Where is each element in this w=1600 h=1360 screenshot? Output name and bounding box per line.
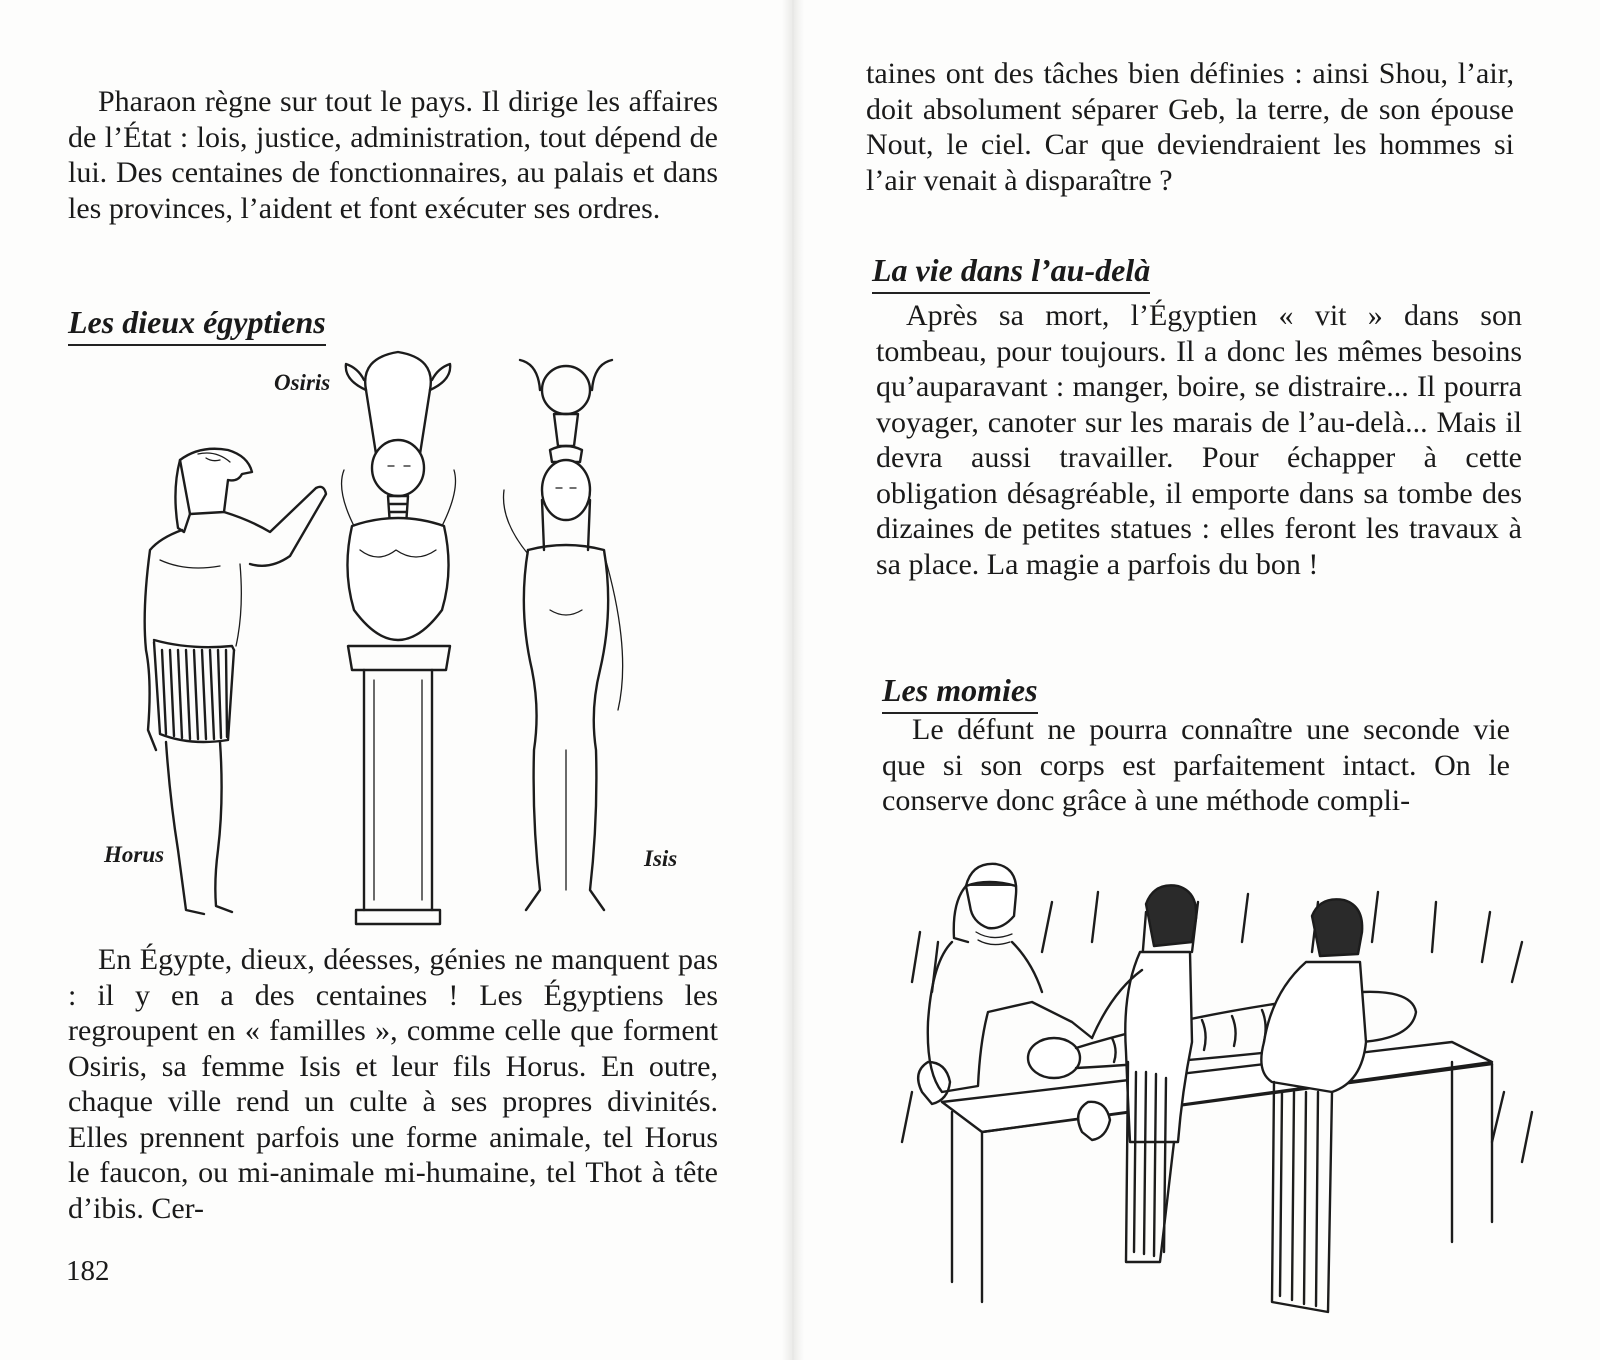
heading-afterlife: La vie dans l’au-delà [872, 250, 1150, 294]
left-page [0, 0, 790, 1360]
horus-figure [145, 449, 326, 914]
caption-horus: Horus [104, 842, 165, 867]
caption-isis: Isis [644, 846, 678, 871]
paragraph-continued: taines ont des tâches bien définies : ainsi Shou, l’air, doit absolument séparer Geb, la terre, de son épouse Nout, le ciel. Car que deviendraient les hommes si l’air venait à disparaître ? [866, 57, 1514, 197]
paragraph-pharaoh: Pharaon règne sur tout le pays. Il dirige les affaires de l’État : lois, justice, administration, tout dépend de lui. Des centaines de fonctionnaires, au palais et dans les provinces, l’aident et font exécuter ses ordres. [68, 85, 718, 225]
page-number: 182 [66, 1255, 110, 1287]
isis-figure [504, 360, 623, 910]
heading-mummies: Les momies [882, 670, 1038, 714]
paragraph-mummies: Le défunt ne pourra connaître une seconde vie que si son corps est parfaitement intact. On le conserve donc grâce à une méthode compli- [882, 713, 1510, 817]
osiris-figure [342, 352, 456, 924]
paragraph-afterlife: Après sa mort, l’Égyptien « vit » dans son tombeau, pour toujours. Il a donc les mêmes besoins qu’auparavant : manger, boire, se distraire... Il pourra voyager, canoter sur les marais de l’au-delà... Mais il devra aussi travailler. Pour échapper à cette obligation désagréable, il emporte dans sa tombe des dizaines de petites statues : elles feront les travaux à sa place. La magie a parfois du bon ! [876, 299, 1522, 581]
caption-osiris: Osiris [274, 370, 331, 395]
paragraph-gods: En Égypte, dieux, déesses, génies ne manquent pas : il y en a des centaines ! Les Égyptiens les regroupent en « familles », comme celle que forment Osiris, sa femme Isis et leur fils Horus. En outre, chaque ville rend un culte à ses propres divinités. Elles prennent parfois une forme animale, tel Horus le faucon, ou mi-animale mi-humaine, tel Thot à tête d’ibis. Cer- [68, 943, 718, 1225]
embalming-illustration [892, 842, 1540, 1342]
gods-illustration [120, 350, 660, 940]
embalming-table [918, 1042, 1492, 1302]
embalmer-right [1261, 899, 1366, 1312]
right-page [800, 0, 1600, 1360]
heading-egyptian-gods: Les dieux égyptiens [68, 302, 326, 346]
